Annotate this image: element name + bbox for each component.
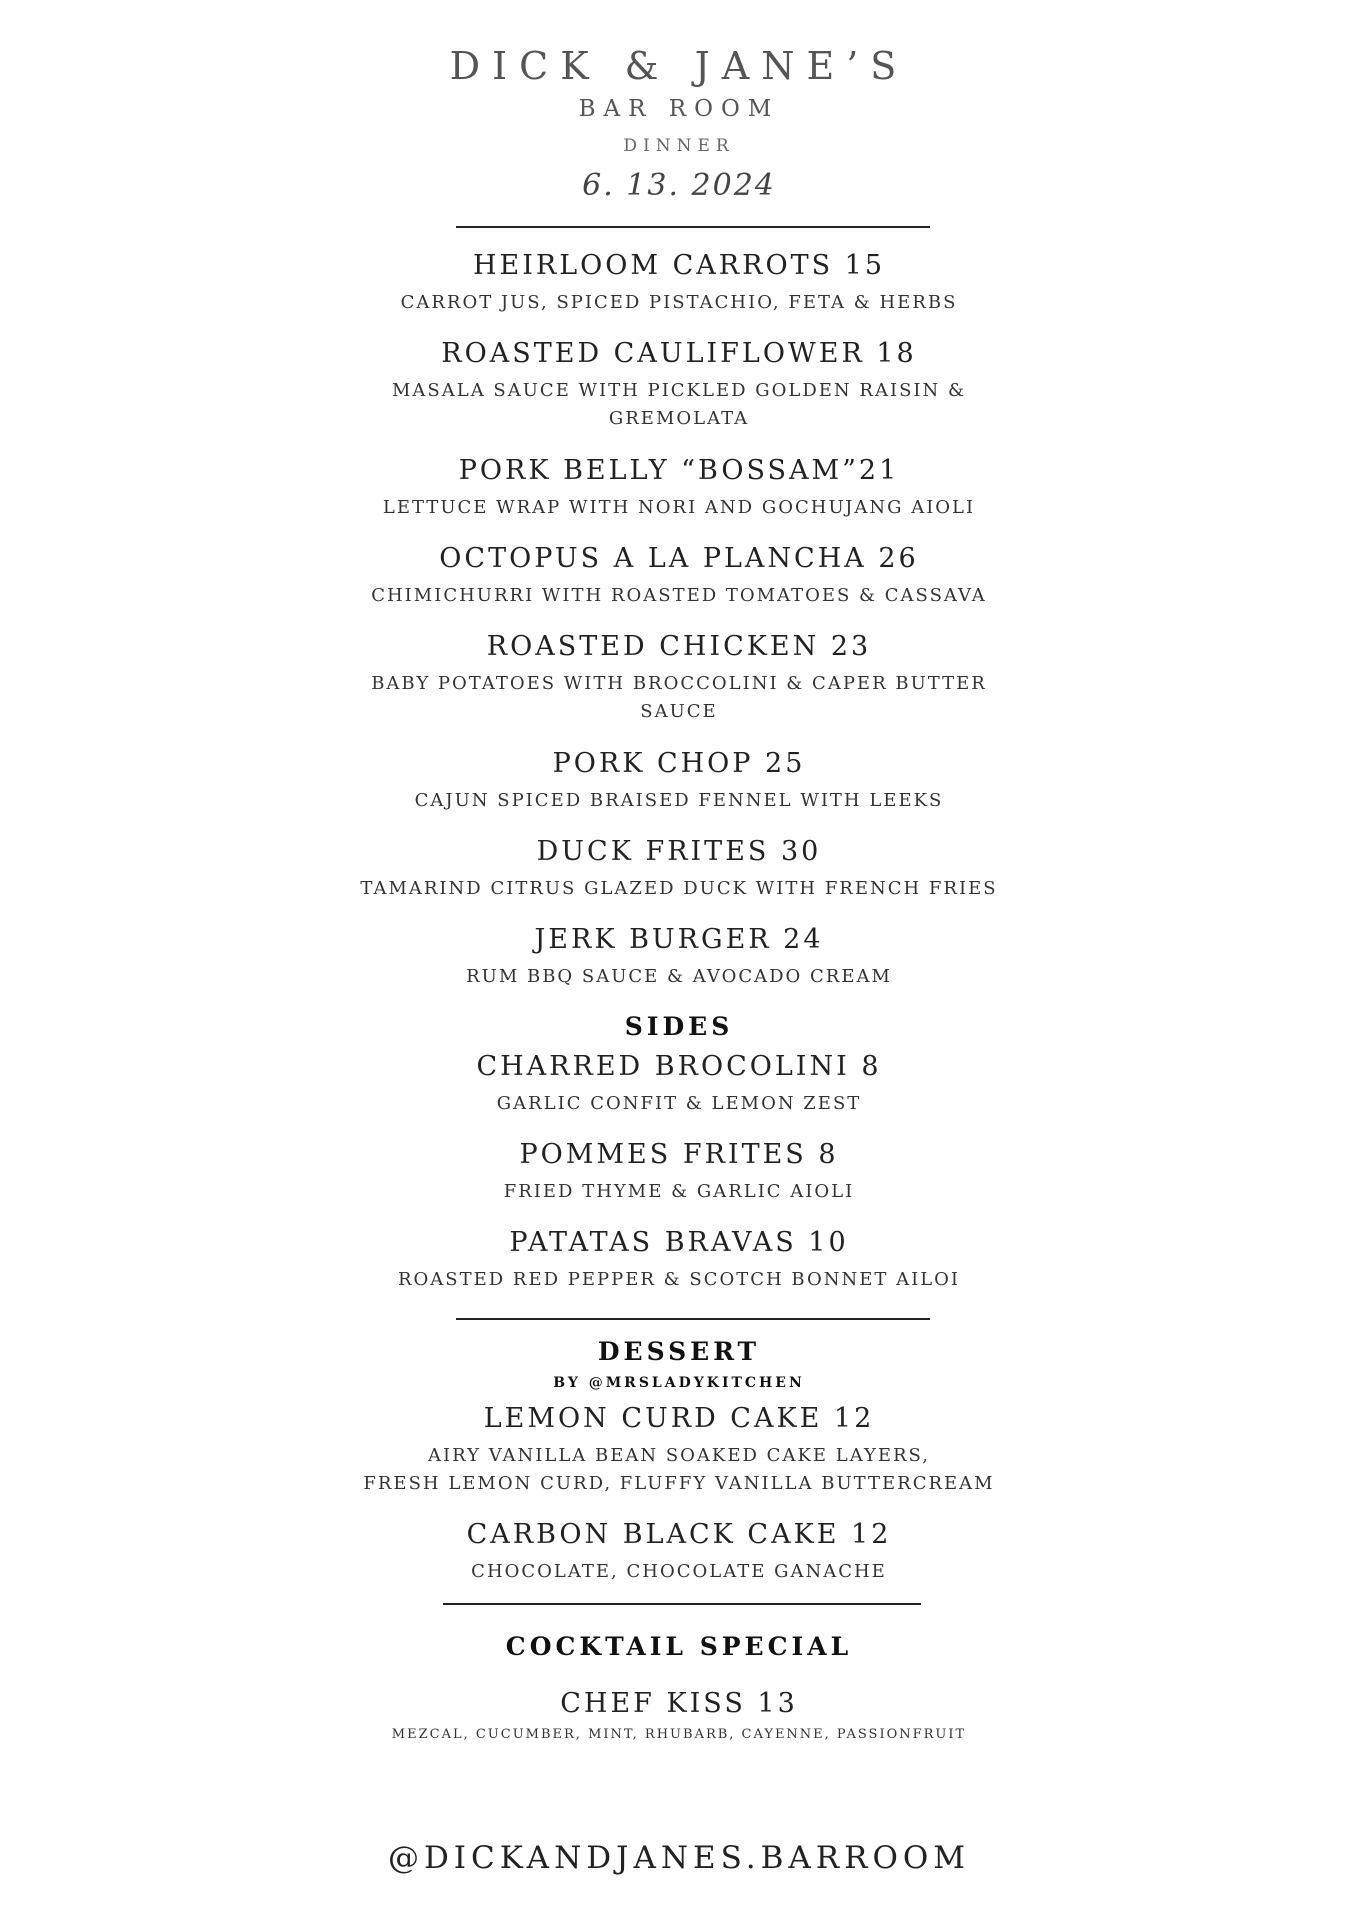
menu-item-name: POMMES FRITES 8 — [519, 1139, 839, 1170]
menu-item-desc: RUM BBQ SAUCE & AVOCADO CREAM — [466, 966, 892, 987]
menu-item-name: PATATAS BRAVAS 10 — [509, 1227, 849, 1258]
menu-item-desc: CAJUN SPICED BRAISED FENNEL WITH LEEKS — [414, 790, 944, 811]
cocktail-name: CHEF KISS 13 — [560, 1688, 798, 1719]
menu-item-desc: BABY POTATOES WITH BROCCOLINI & CAPER BUTTER — [371, 673, 987, 694]
venue-name: BAR ROOM — [578, 96, 780, 122]
sides-heading: SIDES — [624, 1012, 734, 1041]
menu-item-desc: GREMOLATA — [608, 408, 750, 429]
menu-item-desc: MASALA SAUCE WITH PICKLED GOLDEN RAISIN & — [391, 380, 967, 401]
menu-item-desc: AIRY VANILLA BEAN SOAKED CAKE LAYERS, — [428, 1445, 930, 1466]
menu-item-name: HEIRLOOM CARROTS 15 — [472, 250, 886, 281]
menu-item-desc: ROASTED RED PEPPER & SCOTCH BONNET AILOI — [397, 1269, 961, 1290]
divider-top — [456, 226, 930, 228]
menu-item-desc: CHOCOLATE, CHOCOLATE GANACHE — [471, 1561, 887, 1582]
menu-item-desc: FRESH LEMON CURD, FLUFFY VANILLA BUTTERCREAM — [363, 1473, 995, 1494]
social-handle: @DICKANDJANES.BARROOM — [387, 1840, 971, 1876]
menu-item-name: ROASTED CHICKEN 23 — [486, 631, 872, 662]
menu-item-desc: LETTUCE WRAP WITH NORI AND GOCHUJANG AIOLI — [382, 497, 976, 518]
menu-item-desc: GARLIC CONFIT & LEMON ZEST — [496, 1093, 862, 1114]
cocktail-heading: COCKTAIL SPECIAL — [505, 1632, 853, 1661]
menu-item-name: DUCK FRITES 30 — [536, 836, 822, 867]
menu-item-name: JERK BURGER 24 — [534, 924, 824, 955]
service-label: DINNER — [623, 136, 735, 156]
menu-item-desc: SAUCE — [640, 701, 718, 722]
menu-item-desc: CHIMICHURRI WITH ROASTED TOMATOES & CASSAVA — [371, 585, 987, 606]
menu-item-desc: TAMARIND CITRUS GLAZED DUCK WITH FRENCH FRIES — [360, 878, 998, 899]
dessert-heading: DESSERT — [597, 1337, 761, 1366]
menu-item-desc: CARROT JUS, SPICED PISTACHIO, FETA & HERBS — [400, 292, 958, 313]
divider-dessert — [443, 1603, 921, 1605]
menu-date: 6. 13. 2024 — [582, 168, 776, 203]
menu-item-name: ROASTED CAULIFLOWER 18 — [441, 338, 917, 369]
divider-sides — [456, 1318, 930, 1320]
menu-item-name: OCTOPUS A LA PLANCHA 26 — [439, 543, 919, 574]
menu-item-name: CARBON BLACK CAKE 12 — [466, 1519, 892, 1550]
menu-item-desc: FRIED THYME & GARLIC AIOLI — [503, 1181, 855, 1202]
restaurant-name: DICK & JANE’S — [449, 44, 909, 88]
menu-item-name: CHARRED BROCOLINI 8 — [476, 1051, 882, 1082]
dessert-byline: BY @MRSLADYKITCHEN — [553, 1375, 805, 1391]
menu-item-name: LEMON CURD CAKE 12 — [483, 1403, 875, 1434]
cocktail-desc: MEZCAL, CUCUMBER, MINT, RHUBARB, CAYENNE, PASSIONFRUIT — [391, 1727, 967, 1742]
menu-item-name: PORK BELLY “BOSSAM”21 — [458, 455, 900, 486]
menu-item-name: PORK CHOP 25 — [552, 748, 806, 779]
